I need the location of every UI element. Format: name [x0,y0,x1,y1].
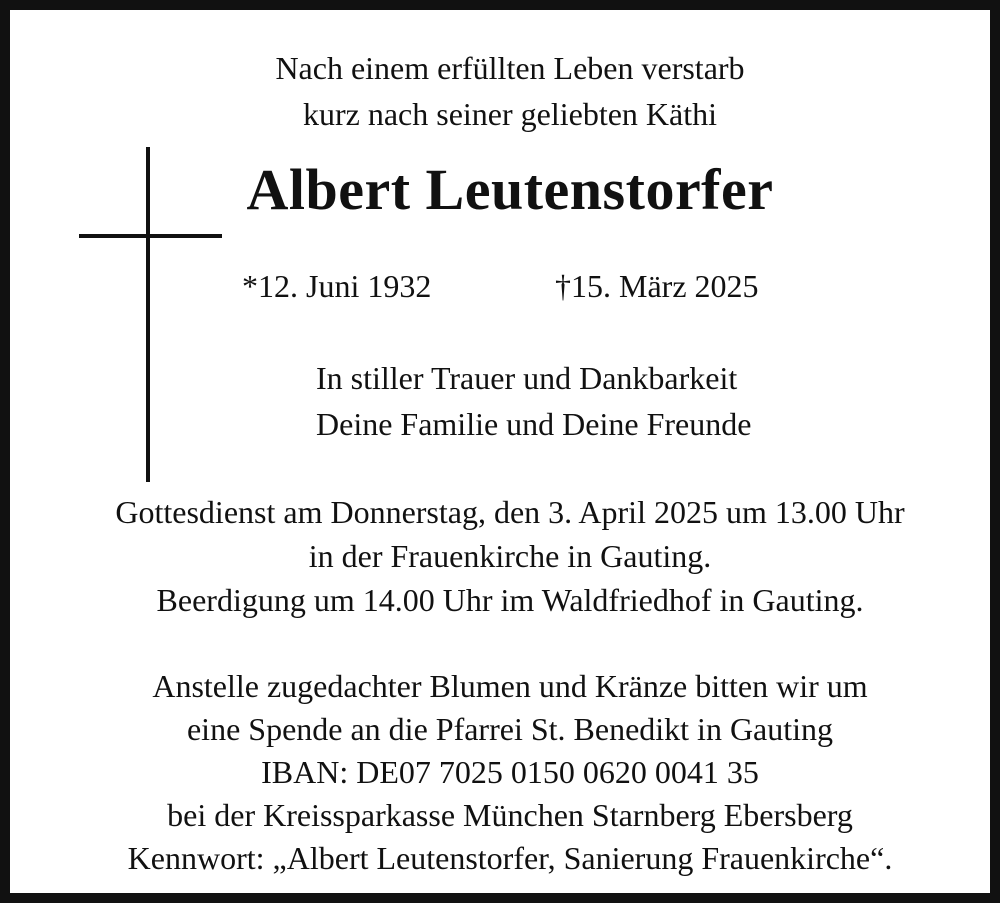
closing-line-1: In stiller Trauer und Dankbarkeit [316,360,738,396]
donation-line-4: bei der Kreissparkasse München Starnberg Ebersberg [167,797,853,833]
birth-date: *12. Juni 1932 [242,268,432,304]
donation-line-2: eine Spende an die Pfarrei St. Benedikt in Gauting [186,711,834,747]
keyword-line: Kennwort: „Albert Leutenstorfer, Sanierung Frauenkirche“. [127,840,893,876]
service-line-1: Gottesdienst am Donnerstag, den 3. April 2025 um 13.00 Uhr [115,494,905,530]
iban-line: IBAN: DE07 7025 0150 0620 0041 35 [261,754,759,790]
death-date: †15. März 2025 [555,268,759,304]
donation-line-1: Anstelle zugedachter Blumen und Kränze bitten wir um [152,668,868,704]
intro-line-2: kurz nach seiner geliebten Käthi [302,96,718,132]
intro-line-1: Nach einem erfüllten Leben verstarb [275,50,745,86]
service-line-2: in der Frauenkirche in Gauting. [308,538,712,574]
deceased-name: Albert Leutenstorfer [246,157,774,222]
closing-line-2: Deine Familie und Deine Freunde [316,406,752,442]
service-line-3: Beerdigung um 14.00 Uhr im Waldfriedhof in Gauting. [156,582,864,618]
